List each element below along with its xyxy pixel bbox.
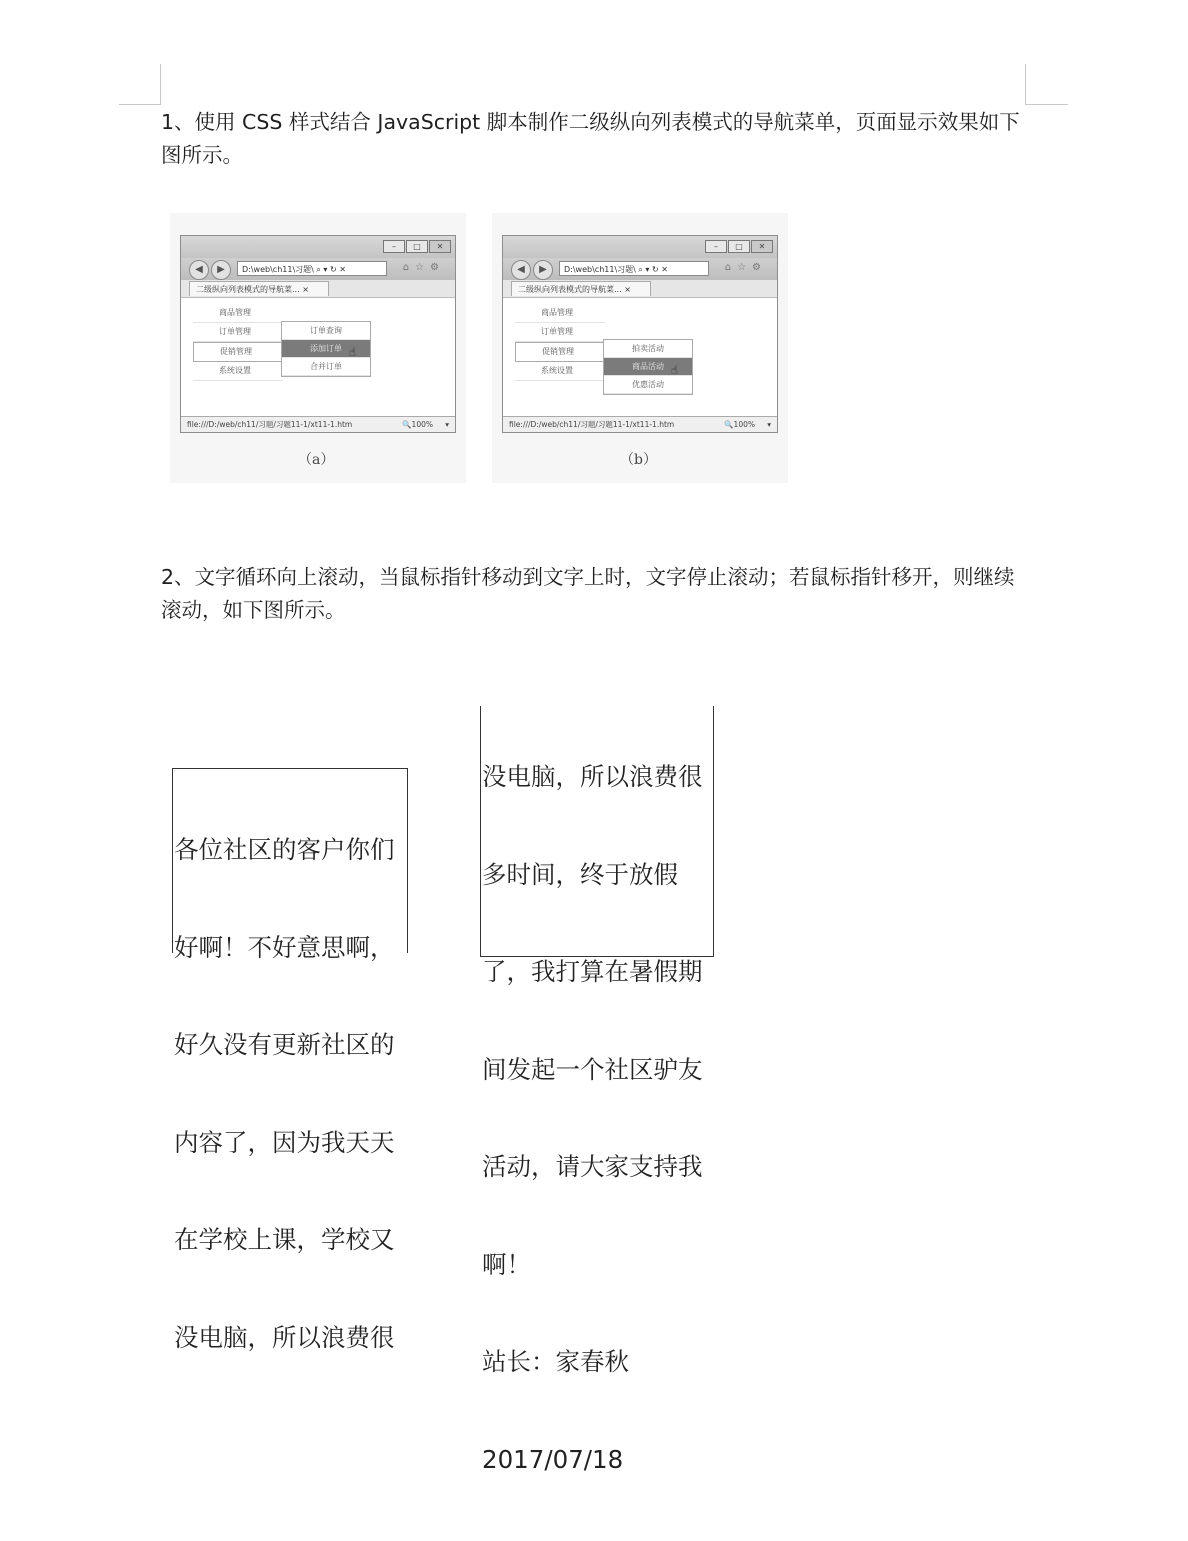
menu-item[interactable]: 商品管理 [515, 304, 605, 323]
scroll-line: 多时间，终于放假 [482, 859, 678, 889]
tab-close-icon[interactable]: × [302, 285, 309, 294]
home-icon[interactable]: ⌂ [402, 262, 416, 273]
corner-mark-top-left-h [119, 104, 160, 105]
menu-item[interactable]: 订单管理 [515, 323, 605, 342]
tab-close-icon[interactable]: × [624, 285, 631, 294]
hand-cursor-icon: ☝ [670, 363, 678, 377]
gear-icon[interactable]: ⚙ [430, 262, 445, 273]
scroll-line: 间发起一个社区驴友 [482, 1054, 703, 1084]
back-icon[interactable]: ◀ [189, 260, 209, 280]
title-bar [503, 236, 777, 258]
address-controls-icon: ⌕ ▾ ↻ ✕ [313, 265, 346, 274]
figure-a [170, 213, 466, 483]
figure-b [492, 213, 788, 483]
status-url: file:///D:/web/ch11/习题/习题11-1/xt11-1.htm [187, 420, 353, 429]
address-bar[interactable] [559, 261, 709, 276]
scroll-line: 了，我打算在暑假期 [482, 957, 703, 986]
tab-label: 二级纵向列表模式的导航菜... [518, 285, 622, 294]
address-controls-icon: ⌕ ▾ ↻ ✕ [635, 265, 668, 274]
scroll-line: 各位社区的客户你们 [174, 835, 395, 864]
scroll-line: 没电脑，所以浪费很 [482, 762, 703, 791]
scroll-line: 活动，请大家支持我 [482, 1152, 703, 1181]
maximize-icon[interactable]: □ [406, 240, 428, 253]
scroll-line: 站长：家春秋 [482, 1347, 629, 1376]
minimize-icon[interactable]: – [383, 240, 405, 253]
browser-window-b [502, 235, 778, 433]
exercise-2-text: 2、文字循环向上滚动，当鼠标指针移动到文字上时，文字停止滚动；若鼠标指针移开，则继续滚动，如下图所示。 [161, 565, 1015, 622]
corner-mark-top-right-h [1026, 104, 1068, 105]
scroll-line: 好啊！不好意思啊， [174, 932, 395, 962]
title-bar [181, 236, 455, 258]
status-bar [181, 416, 455, 432]
submenu-item-label: 商品活动 [632, 362, 664, 371]
exercise-1-text: 1、使用 CSS 样式结合 JavaScript 脚本制作二级纵向列表模式的导航菜单，页面显示效果如下图所示。 [161, 110, 1020, 167]
zoom-dropdown-icon[interactable]: ▾ [445, 420, 449, 429]
browser-window-a [180, 235, 456, 433]
browser-tab[interactable] [189, 281, 329, 296]
submenu-item[interactable]: 拍卖活动 [604, 340, 692, 358]
star-icon[interactable]: ☆ [415, 262, 431, 273]
submenu [281, 321, 371, 377]
forward-icon[interactable]: ▶ [533, 260, 553, 280]
submenu-item[interactable]: 合并订单 [282, 358, 370, 376]
figure-b-caption: （b） [620, 452, 657, 468]
home-icon[interactable]: ⌂ [724, 262, 738, 273]
menu-item[interactable]: 促销管理 [515, 342, 605, 362]
submenu-item-active[interactable] [282, 340, 370, 358]
close-icon[interactable]: ✕ [751, 240, 773, 253]
navigation-bar [503, 258, 777, 280]
menu-item[interactable]: 系统设置 [515, 362, 605, 381]
minimize-icon[interactable]: – [705, 240, 727, 253]
scroll-line: 啊！ [482, 1249, 531, 1279]
scroll-text [482, 696, 710, 1541]
address-bar[interactable] [237, 261, 387, 276]
menu-item[interactable]: 订单管理 [193, 323, 283, 342]
zoom-dropdown-icon[interactable]: ▾ [767, 420, 771, 429]
zoom-level[interactable]: 🔍100% [402, 420, 433, 429]
scroll-box-end[interactable] [480, 706, 714, 1474]
submenu-item[interactable]: 订单查询 [282, 322, 370, 340]
menu-item[interactable]: 系统设置 [193, 362, 283, 381]
scroll-box-start[interactable] [172, 768, 408, 1352]
status-url: file:///D:/web/ch11/习题/习题11-1/xt11-1.htm [509, 420, 675, 429]
toolbar-icons [403, 262, 445, 273]
corner-mark-top-right [1025, 64, 1026, 105]
tab-row [181, 280, 455, 298]
scroll-line: 好久没有更新社区的 [174, 1030, 395, 1059]
tab-label: 二级纵向列表模式的导航菜... [196, 285, 300, 294]
status-bar [503, 416, 777, 432]
tab-row [503, 280, 777, 298]
hand-cursor-icon: ☝ [348, 345, 356, 359]
submenu [603, 339, 693, 395]
scroll-line: 在学校上课，学校又 [174, 1225, 395, 1254]
star-icon[interactable]: ☆ [737, 262, 753, 273]
scroll-line: 内容了，因为我天天 [174, 1127, 395, 1157]
back-icon[interactable]: ◀ [511, 260, 531, 280]
scroll-text [174, 769, 402, 1419]
menu-item[interactable]: 商品管理 [193, 304, 283, 323]
zoom-level[interactable]: 🔍100% [724, 420, 755, 429]
toolbar-icons [725, 262, 767, 273]
submenu-item-active[interactable] [604, 358, 692, 376]
address-text: D:\web\ch11\习题\ [564, 265, 636, 274]
nav-menu [515, 304, 605, 381]
maximize-icon[interactable]: □ [728, 240, 750, 253]
gear-icon[interactable]: ⚙ [752, 262, 767, 273]
forward-icon[interactable]: ▶ [211, 260, 231, 280]
navigation-bar [181, 258, 455, 280]
corner-mark-top-left [160, 64, 161, 105]
address-text: D:\web\ch11\习题\ [242, 265, 314, 274]
figure-a-caption: （a） [298, 452, 335, 468]
scroll-line: 没电脑，所以浪费很 [174, 1322, 395, 1352]
submenu-item[interactable]: 优惠活动 [604, 376, 692, 394]
menu-item[interactable]: 促销管理 [193, 342, 283, 362]
browser-tab[interactable] [511, 281, 651, 296]
submenu-item-label: 添加订单 [310, 344, 342, 353]
nav-menu [193, 304, 283, 381]
scroll-line: 2017/07/18 [482, 1444, 624, 1474]
close-icon[interactable]: ✕ [429, 240, 451, 253]
